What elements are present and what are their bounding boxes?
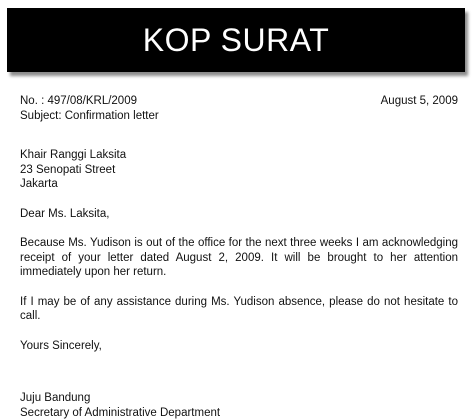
letter-date: August 5, 2009: [381, 94, 458, 109]
recipient-street: 23 Senopati Street: [20, 163, 458, 178]
letterhead-title: KOP SURAT: [143, 22, 329, 59]
recipient-city: Jakarta: [20, 177, 458, 192]
letter-subject: Subject: Confirmation letter: [20, 109, 458, 124]
recipient-address: [20, 148, 458, 192]
signature-name: Juju Bandung: [20, 391, 458, 406]
paragraph-1: Because Ms. Yudison is out of the office for the next three weeks I am acknowledging receipt of your letter dated August 2, 2009. It will be brought to her attention immediately upon her return.: [20, 236, 458, 280]
signature-block: [20, 391, 458, 420]
letter-meta-row: [20, 94, 458, 109]
letter-number: No. : 497/08/KRL/2009: [20, 94, 137, 109]
paragraph-2: If I may be of any assistance during Ms. Yudison absence, please do not hesitate to call.: [20, 295, 458, 324]
recipient-name: Khair Ranggi Laksita: [20, 148, 458, 163]
closing: Yours Sincerely,: [20, 339, 458, 354]
letterhead-bar: [7, 8, 465, 72]
signature-title: Secretary of Administrative Department: [20, 406, 458, 420]
letter-body: [20, 94, 458, 420]
salutation: Dear Ms. Laksita,: [20, 207, 458, 222]
